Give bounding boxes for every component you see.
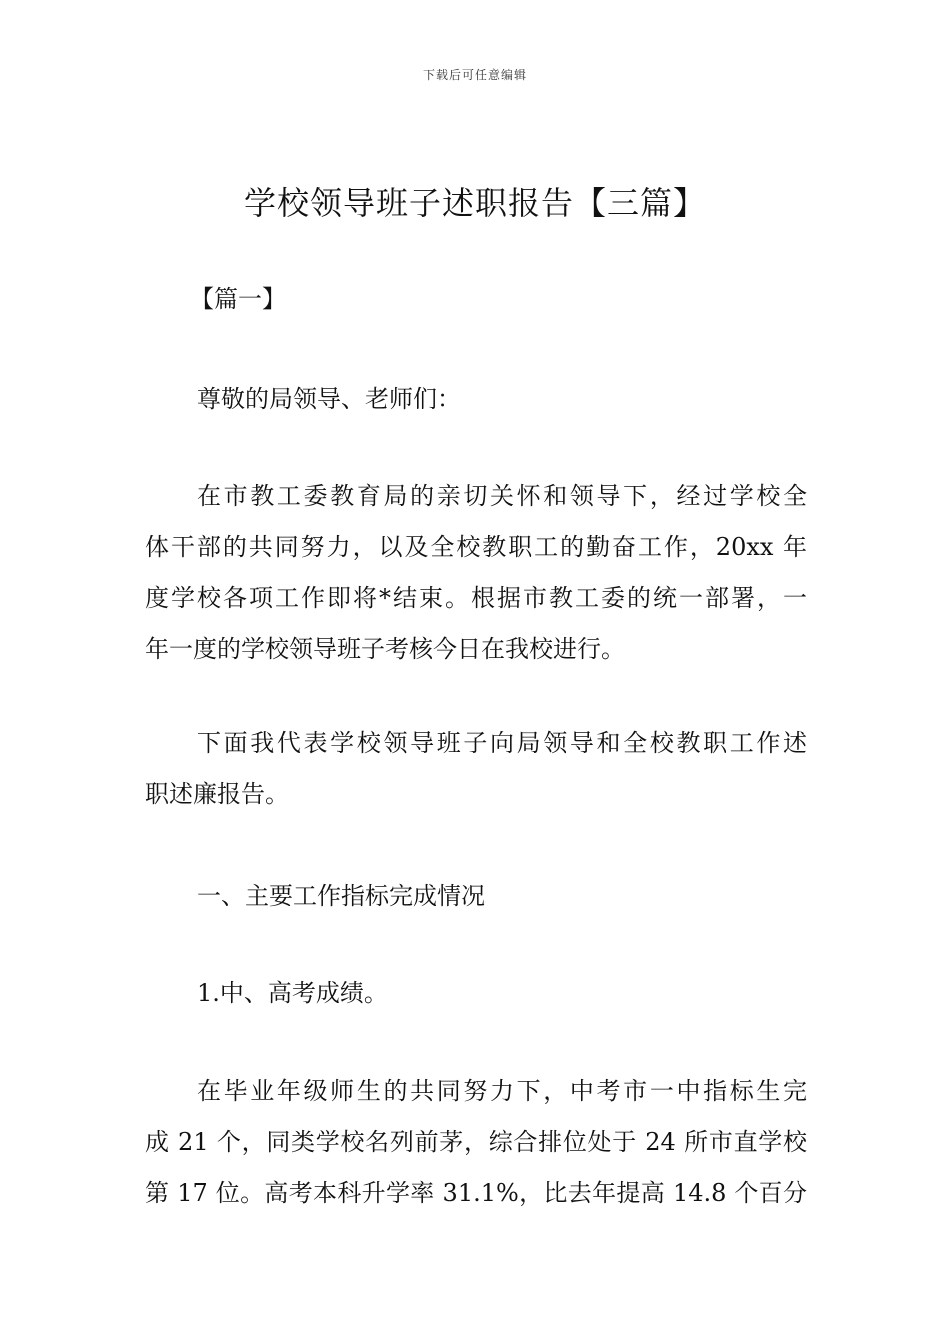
paragraph-2 <box>145 718 807 820</box>
paragraph-1 <box>145 471 807 675</box>
paragraph-line: 第 17 位。高考本科升学率 31.1%，比去年提高 14.8 个百分 <box>145 1179 807 1207</box>
paragraph-line: 体干部的共同努力，以及全校教职工的勤奋工作，20xx 年 <box>145 533 807 561</box>
paragraph-line: 在市教工委教育局的亲切关怀和领导下，经过学校全 <box>197 482 807 510</box>
paragraph-line: 成 21 个，同类学校名列前茅，综合排位处于 24 所市直学校 <box>145 1128 807 1156</box>
header-note: 下载后可任意编辑 <box>422 68 527 82</box>
paragraph-line: 下面我代表学校领导班子向局领导和全校教职工作述 <box>197 729 807 757</box>
heading-main-indicators: 一、主要工作指标完成情况 <box>197 882 485 910</box>
paragraph-line: 度学校各项工作即将*结束。根据市教工委的统一部署，一 <box>145 584 807 612</box>
paragraph-line: 职述廉报告。 <box>145 780 289 808</box>
paragraph-3 <box>145 1066 807 1219</box>
paragraph-line: 在毕业年级师生的共同努力下，中考市一中指标生完 <box>197 1077 807 1105</box>
salutation: 尊敬的局领导、老师们： <box>197 385 461 413</box>
document-title: 学校领导班子述职报告【三篇】 <box>243 184 706 222</box>
section-label: 【篇一】 <box>190 285 286 313</box>
paragraph-line: 年一度的学校领导班子考核今日在我校进行。 <box>145 635 625 663</box>
heading-exam-results: 1.中、高考成绩。 <box>197 979 388 1007</box>
